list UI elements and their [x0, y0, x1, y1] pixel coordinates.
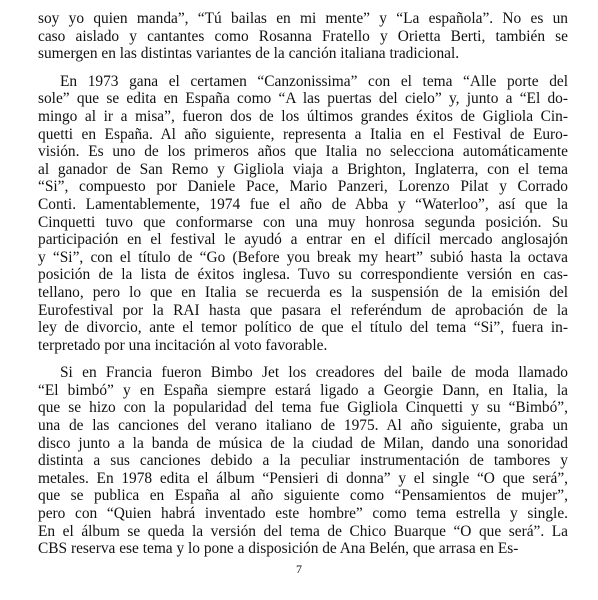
- text-line: “Si”, compuesto por Daniele Pace, Mario Panzeri, Lorenzo Pilat y Corrado: [38, 178, 568, 196]
- text-line: caso aislado y cantantes como Rosanna Fratello y Orietta Berti, también se: [38, 27, 568, 45]
- text-line: que se publica en España al año siguiente como “Pensamientos de mujer”,: [38, 487, 568, 505]
- text-line: y “Si”, con el título de “Go (Before you break my heart” subió hasta la octava: [38, 248, 568, 266]
- text-line: mingo al ir a misa”, fueron dos de los últimos grandes éxitos de Gigliola Cin-: [38, 107, 568, 125]
- text-line: En el álbum se queda la versión del tema de Chico Buarque “O que será”. La: [38, 522, 568, 540]
- text-line: quetti en España. Al año siguiente, representa a Italia en el Festival de Euro-: [38, 125, 568, 143]
- text-line: soy yo quien manda”, “Tú bailas en mi mente” y “La española”. No es un: [38, 10, 568, 27]
- text-line: tellano, pero lo que en Italia se recuerda es la suspensión de la emisión del: [38, 283, 568, 301]
- text-line: Si en Francia fueron Bimbo Jet los creadores del baile de moda llamado: [60, 364, 568, 382]
- paragraph-3: [38, 364, 568, 558]
- text-line: Conti. Lamentablemente, 1974 fue el año de Abba y “Waterloo”, así que la: [38, 195, 568, 213]
- text-line: participación en el festival le ayudó a entrar en el difícil mercado anglosajón: [38, 231, 568, 249]
- text-line: visión. Es uno de los primeros años que Italia no selecciona automáticamente: [38, 143, 568, 161]
- text-line: sumergen en las distintas variantes de la canción italiana tradicional.: [38, 45, 460, 63]
- text-line: metales. En 1978 edita el álbum “Pensieri di donna” y el single “O que será”,: [38, 469, 568, 487]
- text-line: posición de la lista de éxitos inglesa. Tuvo su correspondiente versión en cas-: [38, 266, 568, 284]
- text-line: una de las canciones del verano italiano de 1975. Al año siguiente, graba un: [38, 417, 568, 435]
- text-line: En 1973 gana el certamen “Canzonissima” con el tema “Alle porte del: [60, 72, 568, 90]
- text-line: sole” que se edita en España como “A las puertas del cielo” y, junto a “El do-: [38, 90, 568, 108]
- text-line: Cinquetti tuvo que conformarse con una muy honrosa segunda posición. Su: [38, 213, 568, 231]
- text-line: terpretado por una incitación al voto favorable.: [38, 336, 328, 354]
- text-line: pero con “Quien habrá inventado este hombre” como tema estrella y single.: [38, 505, 568, 523]
- page-number: 7: [296, 562, 302, 576]
- text-line: ley de divorcio, ante el temor político de que el título del tema “Si”, fuera in-: [38, 319, 568, 337]
- paragraph-2: [38, 73, 568, 355]
- text-line: Eurofestival por la RAI hasta que pasara el referéndum de aprobación de la: [38, 301, 568, 319]
- body-text: [38, 10, 568, 558]
- text-line: CBS reserva ese tema y lo pone a disposición de Ana Belén, que arrasa en Es-: [38, 540, 519, 558]
- text-line: “El bimbó” y en España siempre estará ligado a Georgie Dann, en Italia, la: [38, 381, 568, 399]
- text-line: disco junto a la banda de música de la ciudad de Milan, dando una sonoridad: [38, 434, 568, 452]
- paragraph-1: [38, 10, 568, 63]
- text-line: que se hizo con la popularidad del tema fue Gigliola Cinquetti y su “Bimbó”,: [38, 399, 568, 417]
- text-line: al ganador de San Remo y Gigliola viaja a Brighton, Inglaterra, con el tema: [38, 160, 568, 178]
- text-line: distinta a sus canciones debido a la peculiar instrumentación de tambores y: [38, 452, 568, 470]
